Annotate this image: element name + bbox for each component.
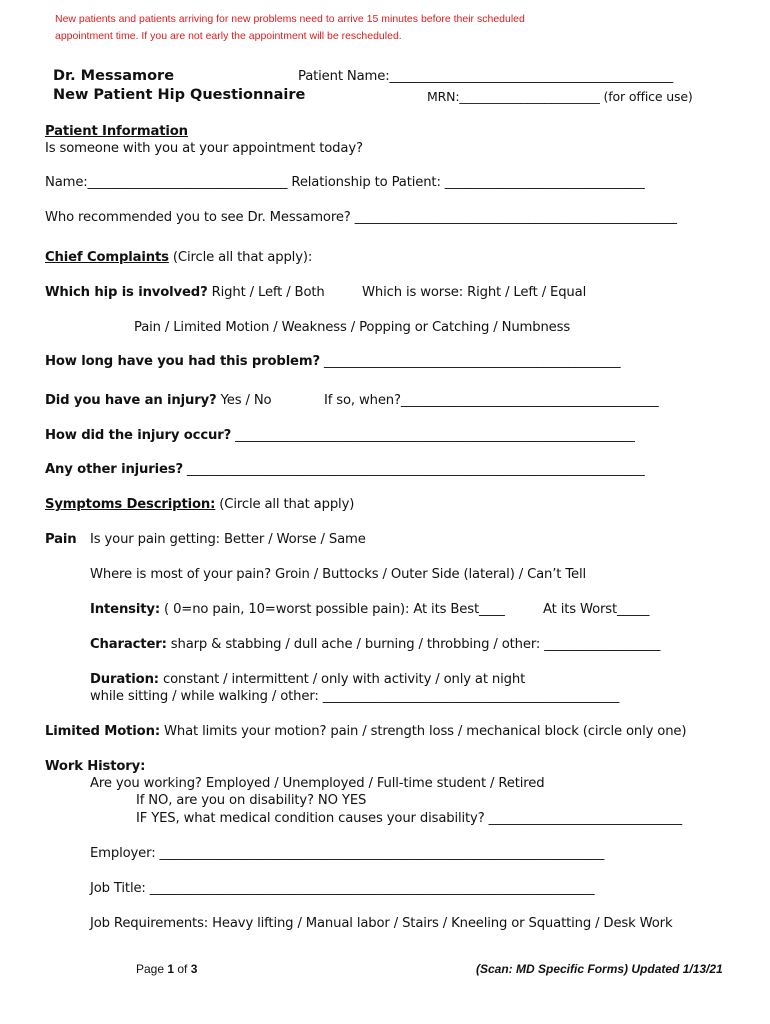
patient-name-field[interactable]: Patient Name:____________________________________________ <box>298 69 674 84</box>
chief-complaints-title: Chief Complaints <box>45 250 169 265</box>
duration-options[interactable]: constant / intermittent / only with activity / only at night <box>158 672 526 687</box>
how-long-question[interactable] <box>45 354 620 369</box>
intensity-worst-field[interactable]: At its Worst_____ <box>543 602 650 617</box>
employer-field[interactable]: Employer: _____________________________________________________________________ <box>90 846 605 861</box>
which-worse-question[interactable]: Which is worse: Right / Left / Equal <box>362 285 587 300</box>
page-total: 3 <box>190 962 198 976</box>
how-injury-line[interactable]: ______________________________________________________________ <box>231 428 635 443</box>
intensity-best-field[interactable]: ( 0=no pain, 10=worst possible pain): At its Best____ <box>159 602 505 617</box>
doctor-name: Dr. Messamore <box>53 68 175 84</box>
pain-location-question[interactable]: Where is most of your pain? Groin / Buttocks / Outer Side (lateral) / Can’t Tell <box>90 567 587 582</box>
which-hip-question[interactable] <box>45 285 325 300</box>
form-title: New Patient Hip Questionnaire <box>53 87 306 103</box>
recommended-by-field[interactable]: Who recommended you to see Dr. Messamore? __________________________________________________ <box>45 210 677 225</box>
other-injuries-label: Any other injuries? <box>45 462 184 477</box>
how-injury-question[interactable] <box>45 428 635 443</box>
disability-question[interactable]: If NO, are you on disability? NO YES <box>136 793 367 808</box>
disability-condition-field[interactable]: IF YES, what medical condition causes your disability? ______________________________ <box>136 811 682 826</box>
how-injury-label: How did the injury occur? <box>45 428 232 443</box>
job-requirements-options[interactable]: Job Requirements: Heavy lifting / Manual labor / Stairs / Kneeling or Squatting / Desk Work <box>90 916 673 931</box>
symptoms-title: Symptoms Description: <box>45 497 216 512</box>
pain-getting-question[interactable]: Is your pain getting: Better / Worse / Same <box>90 532 366 547</box>
character-question[interactable] <box>90 637 660 652</box>
symptoms-note: (Circle all that apply) <box>215 497 355 512</box>
limited-motion-question[interactable] <box>45 724 686 739</box>
chief-complaints-heading <box>45 250 312 265</box>
complaint-options[interactable]: Pain / Limited Motion / Weakness / Popping or Catching / Numbness <box>134 320 571 335</box>
update-note: (Scan: MD Specific Forms) Updated 1/13/21 <box>476 962 723 976</box>
duration-options-line-2[interactable]: while sitting / while walking / other: ______________________________________________ <box>90 689 620 704</box>
injury-label: Did you have an injury? <box>45 393 217 408</box>
chief-complaints-note: (Circle all that apply): <box>168 250 313 265</box>
injury-options[interactable]: Yes / No <box>216 393 272 408</box>
injury-question[interactable] <box>45 393 271 408</box>
page-prefix: Page <box>136 962 168 976</box>
duration-label: Duration: <box>90 672 159 687</box>
other-injuries-line[interactable]: _______________________________________________________________________ <box>183 462 645 477</box>
injury-when-field[interactable]: If so, when?________________________________________ <box>324 393 659 408</box>
someone-with-you-question: Is someone with you at your appointment today? <box>45 141 363 156</box>
job-title-field[interactable]: Job Title: _____________________________________________________________________ <box>90 881 595 896</box>
other-injuries-question[interactable] <box>45 462 645 477</box>
page-of: of <box>174 962 191 976</box>
which-hip-label: Which hip is involved? <box>45 285 208 300</box>
how-long-label: How long have you had this problem? <box>45 354 320 369</box>
work-history-heading: Work History: <box>45 759 146 774</box>
intensity-label: Intensity: <box>90 602 160 617</box>
how-long-line[interactable]: ______________________________________________ <box>319 354 621 369</box>
symptoms-heading <box>45 497 354 512</box>
notice-line-2: appointment time. If you are not early the appointment will be rescheduled. <box>55 30 402 42</box>
name-relationship-field[interactable]: Name:_______________________________ Relationship to Patient: _______________________________ <box>45 175 645 190</box>
limited-motion-options[interactable]: What limits your motion? pain / strength loss / mechanical block (circle only one) <box>159 724 687 739</box>
mrn-field[interactable]: MRN:_______________________ (for office use) <box>427 89 693 104</box>
patient-info-heading: Patient Information <box>45 124 188 139</box>
pain-label: Pain <box>45 532 77 547</box>
character-label: Character: <box>90 637 167 652</box>
duration-question[interactable] <box>90 672 525 687</box>
limited-motion-label: Limited Motion: <box>45 724 160 739</box>
intensity-question[interactable] <box>90 602 505 617</box>
working-question[interactable]: Are you working? Employed / Unemployed / Full-time student / Retired <box>90 776 545 791</box>
arrival-notice <box>55 11 655 45</box>
character-options[interactable]: sharp & stabbing / dull ache / burning / throbbing / other: __________________ <box>166 637 661 652</box>
notice-line-1: New patients and patients arriving for new problems need to arrive 15 minutes before their scheduled <box>55 13 525 25</box>
page-current: 1 <box>167 962 175 976</box>
which-hip-options[interactable]: Right / Left / Both <box>207 285 325 300</box>
page-number <box>136 962 197 976</box>
